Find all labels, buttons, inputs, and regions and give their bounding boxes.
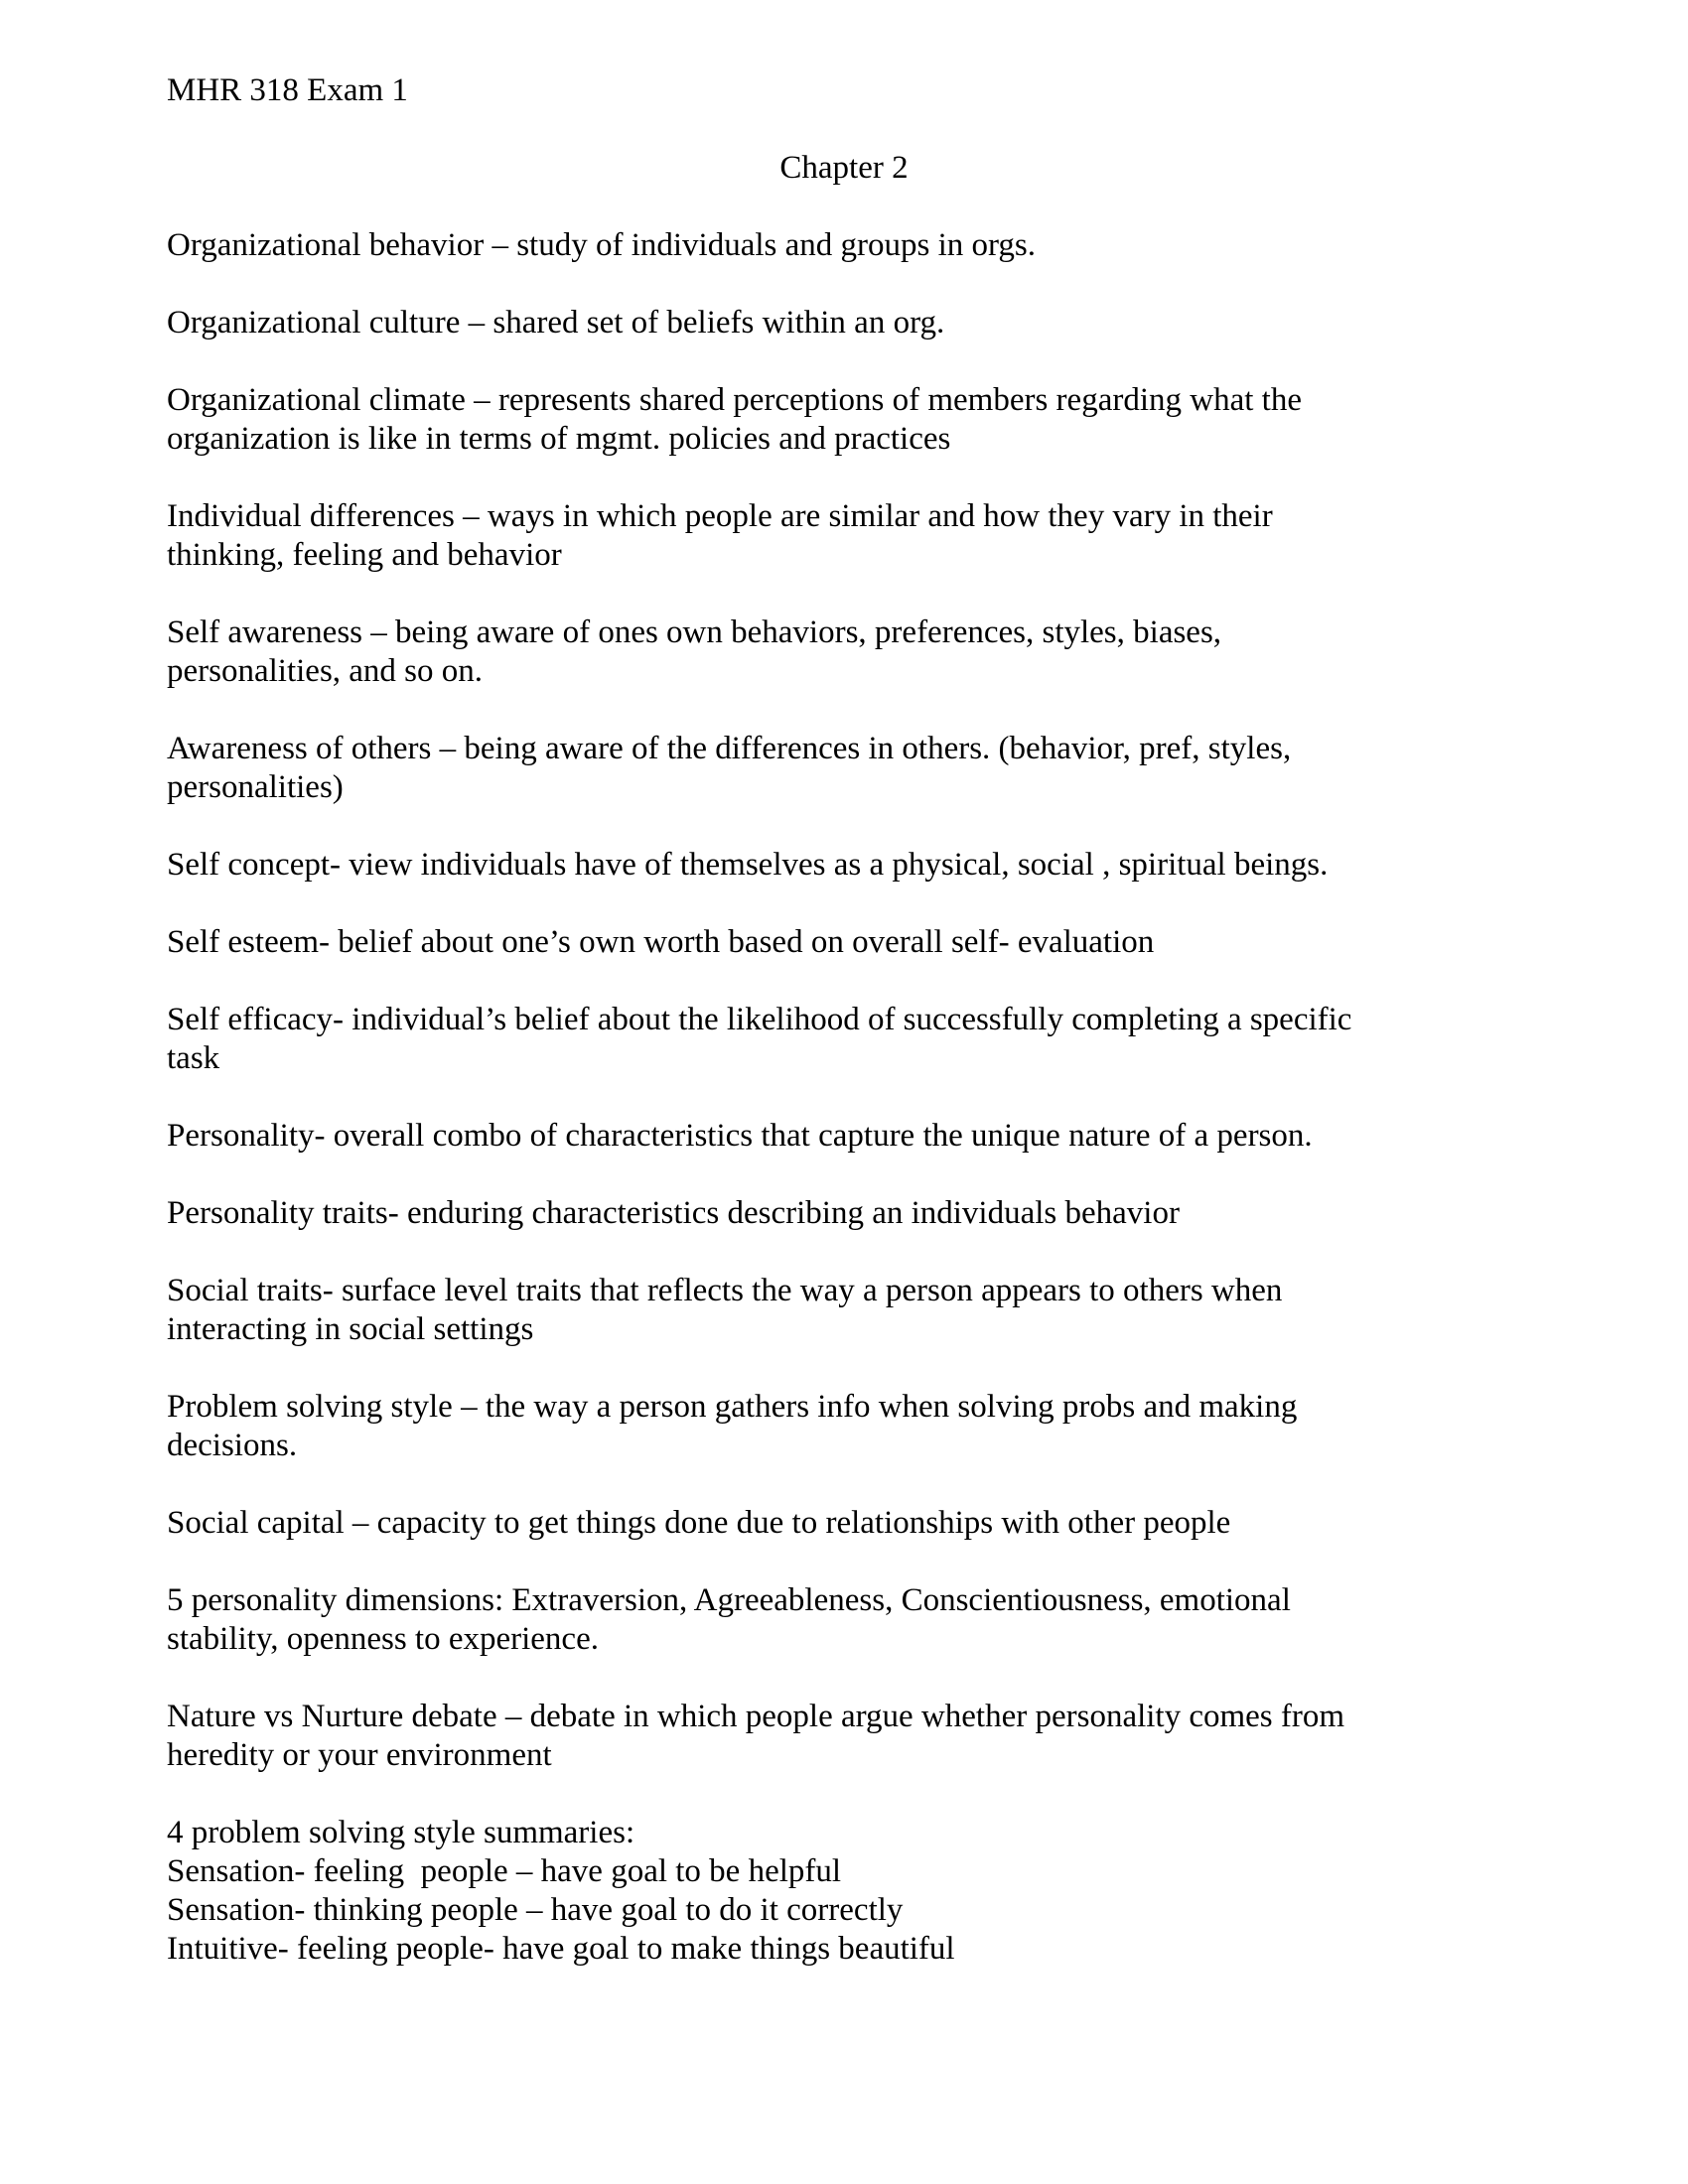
- text-line: Self awareness – being aware of ones own behaviors, preferences, styles, biases,: [167, 614, 1222, 650]
- paragraph-organizational-climate: [167, 381, 1521, 459]
- text-line: Individual differences – ways in which people are similar and how they vary in their: [167, 498, 1273, 534]
- chapter-title: Chapter 2: [779, 150, 909, 186]
- text-line: Nature vs Nurture debate – debate in which people argue whether personality comes from: [167, 1699, 1345, 1734]
- text-line: Intuitive- feeling people- have goal to make things beautiful: [167, 1931, 955, 1967]
- text-line: 4 problem solving style summaries:: [167, 1815, 635, 1850]
- paragraph-individual-differences: [167, 497, 1521, 575]
- text-line: Social traits- surface level traits that reflects the way a person appears to others when: [167, 1273, 1283, 1308]
- paragraph-nature-vs-nurture: [167, 1698, 1521, 1775]
- text-line: Personality traits- enduring characteristics describing an individuals behavior: [167, 1195, 1180, 1231]
- paragraph-self-awareness: [167, 614, 1521, 691]
- text-line: Self efficacy- individual’s belief about the likelihood of successfully completing a specific: [167, 1002, 1352, 1037]
- paragraph-personality-traits: [167, 1194, 1521, 1233]
- text-line: Personality- overall combo of characteristics that capture the unique nature of a person.: [167, 1118, 1313, 1154]
- text-line: Self concept- view individuals have of themselves as a physical, social , spiritual beings.: [167, 847, 1329, 883]
- text-line: stability, openness to experience.: [167, 1621, 599, 1657]
- paragraph-self-esteem: [167, 923, 1521, 962]
- document-header: MHR 318 Exam 1: [167, 72, 408, 108]
- text-line: 5 personality dimensions: Extraversion, Agreeableness, Conscientiousness, emotional: [167, 1582, 1291, 1618]
- text-line: Social capital – capacity to get things done due to relationships with other people: [167, 1505, 1231, 1541]
- text-line: heredity or your environment: [167, 1737, 552, 1773]
- text-line: Awareness of others – being aware of the differences in others. (behavior, pref, styles,: [167, 731, 1292, 766]
- text-line: Sensation- thinking people – have goal to do it correctly: [167, 1892, 904, 1928]
- text-line: Problem solving style – the way a person gathers info when solving probs and making: [167, 1389, 1298, 1425]
- text-line: Organizational culture – shared set of beliefs within an org.: [167, 305, 945, 341]
- paragraph-social-capital: [167, 1504, 1521, 1543]
- text-line: task: [167, 1040, 220, 1076]
- text-line: thinking, feeling and behavior: [167, 537, 562, 573]
- paragraph-organizational-behavior: [167, 226, 1521, 265]
- paragraph-personality: [167, 1117, 1521, 1156]
- text-line: organization is like in terms of mgmt. policies and practices: [167, 421, 951, 457]
- text-line: decisions.: [167, 1428, 298, 1463]
- text-line: personalities, and so on.: [167, 653, 484, 689]
- paragraph-social-traits: [167, 1272, 1521, 1349]
- text-line: Self esteem- belief about one’s own worth based on overall self- evaluation: [167, 924, 1155, 960]
- text-line: Organizational behavior – study of individuals and groups in orgs.: [167, 227, 1036, 263]
- text-line: Sensation- feeling people – have goal to be helpful: [167, 1853, 842, 1889]
- paragraph-personality-dimensions: [167, 1581, 1521, 1659]
- paragraph-problem-solving-summaries: [167, 1814, 1521, 1969]
- text-line: Organizational climate – represents shared perceptions of members regarding what the: [167, 382, 1302, 418]
- paragraph-organizational-culture: [167, 304, 1521, 342]
- text-line: personalities): [167, 769, 344, 805]
- text-line: interacting in social settings: [167, 1311, 534, 1347]
- paragraph-self-concept: [167, 846, 1521, 885]
- paragraph-problem-solving-style: [167, 1388, 1521, 1465]
- paragraph-self-efficacy: [167, 1001, 1521, 1078]
- paragraph-awareness-of-others: [167, 730, 1521, 807]
